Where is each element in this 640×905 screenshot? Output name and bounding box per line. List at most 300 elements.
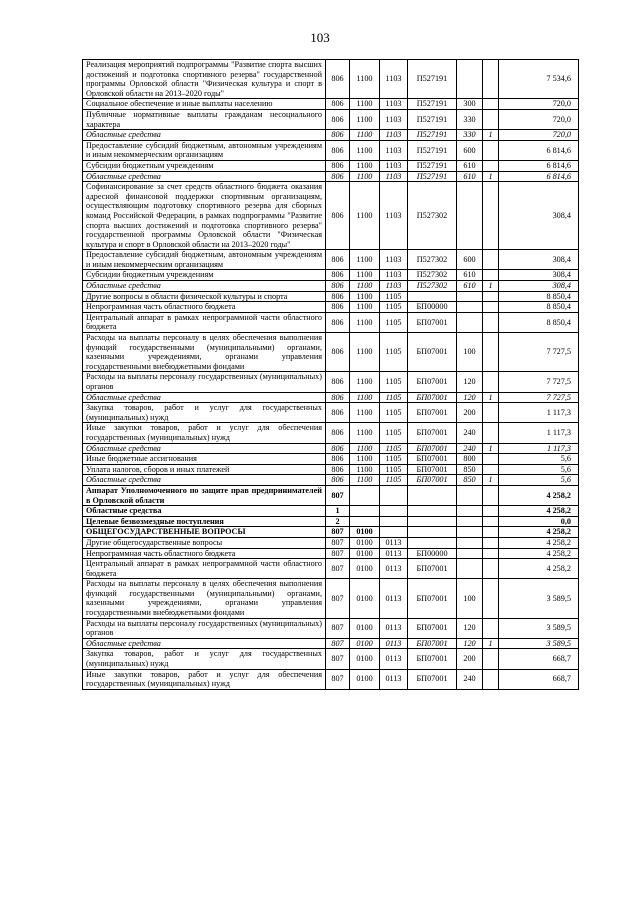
row-grbs-cell: 2 bbox=[326, 516, 350, 527]
row-name-cell: Закупка товаров, работ и услуг для государственных (муниципальных) нужд bbox=[83, 649, 326, 669]
table-row bbox=[83, 281, 579, 292]
row-subsection-cell: 0113 bbox=[380, 548, 408, 559]
row-grbs-cell: 806 bbox=[326, 60, 350, 99]
row-amount-cell: 6 814,6 bbox=[499, 140, 579, 160]
row-grbs-cell: 806 bbox=[326, 270, 350, 281]
row-source-cell bbox=[483, 506, 499, 517]
row-amount-cell: 1 117,3 bbox=[499, 423, 579, 443]
row-amount-cell: 668,7 bbox=[499, 649, 579, 669]
row-section-cell: 1100 bbox=[350, 423, 380, 443]
row-section-cell: 1100 bbox=[350, 109, 380, 129]
row-source-cell bbox=[483, 60, 499, 99]
row-section-cell: 1100 bbox=[350, 302, 380, 313]
row-expense-type-cell: 240 bbox=[457, 669, 483, 689]
row-name-cell: ОБЩЕГОСУДАРСТВЕННЫЕ ВОПРОСЫ bbox=[83, 527, 326, 538]
row-source-cell bbox=[483, 312, 499, 332]
row-expense-type-cell bbox=[457, 537, 483, 548]
table-row bbox=[83, 302, 579, 313]
row-name-cell: Другие общегосударственные вопросы bbox=[83, 537, 326, 548]
table-row bbox=[83, 291, 579, 302]
row-amount-cell: 5,6 bbox=[499, 464, 579, 475]
row-subsection-cell: 1105 bbox=[380, 312, 408, 332]
row-name-cell: Иные закупки товаров, работ и услуг для обеспечения государственных (муниципальных) нужд bbox=[83, 669, 326, 689]
row-expense-type-cell bbox=[457, 182, 483, 250]
row-grbs-cell: 806 bbox=[326, 403, 350, 423]
row-section-cell: 1100 bbox=[350, 130, 380, 141]
row-expense-type-cell bbox=[457, 60, 483, 99]
row-name-cell: Областные средства bbox=[83, 130, 326, 141]
row-expense-type-cell: 850 bbox=[457, 464, 483, 475]
row-name-cell: Предоставление субсидий бюджетным, автономным учреждениям и иным некоммерческим организациям bbox=[83, 250, 326, 270]
row-expense-type-cell: 100 bbox=[457, 333, 483, 372]
row-amount-cell: 7 534,6 bbox=[499, 60, 579, 99]
row-target-article-cell: БП07001 bbox=[408, 559, 457, 579]
row-grbs-cell: 807 bbox=[326, 559, 350, 579]
row-target-article-cell: БП07001 bbox=[408, 579, 457, 618]
row-amount-cell: 4 258,2 bbox=[499, 559, 579, 579]
row-section-cell: 0100 bbox=[350, 618, 380, 638]
row-source-cell: 1 bbox=[483, 443, 499, 454]
row-grbs-cell: 806 bbox=[326, 454, 350, 465]
row-name-cell: Социальное обеспечение и иные выплаты населению bbox=[83, 99, 326, 110]
row-section-cell: 1100 bbox=[350, 475, 380, 486]
row-name-cell: Субсидии бюджетным учреждениям bbox=[83, 160, 326, 171]
table-row bbox=[83, 99, 579, 110]
row-target-article-cell: БП07001 bbox=[408, 443, 457, 454]
row-subsection-cell: 1103 bbox=[380, 182, 408, 250]
row-name-cell: Непрограммная часть областного бюджета bbox=[83, 548, 326, 559]
row-target-article-cell: БП07001 bbox=[408, 618, 457, 638]
row-expense-type-cell: 330 bbox=[457, 109, 483, 129]
row-section-cell: 1100 bbox=[350, 372, 380, 392]
row-subsection-cell bbox=[380, 527, 408, 538]
row-expense-type-cell bbox=[457, 312, 483, 332]
row-subsection-cell: 1105 bbox=[380, 423, 408, 443]
row-name-cell: Публичные нормативные выплаты гражданам несоциального характера bbox=[83, 109, 326, 129]
row-expense-type-cell: 610 bbox=[457, 281, 483, 292]
row-expense-type-cell: 610 bbox=[457, 171, 483, 182]
row-target-article-cell: П527302 bbox=[408, 270, 457, 281]
row-grbs-cell: 807 bbox=[326, 537, 350, 548]
table-row bbox=[83, 464, 579, 475]
row-subsection-cell: 1103 bbox=[380, 140, 408, 160]
row-section-cell: 1100 bbox=[350, 443, 380, 454]
row-source-cell: 1 bbox=[483, 638, 499, 649]
row-grbs-cell: 806 bbox=[326, 392, 350, 403]
row-source-cell: 1 bbox=[483, 475, 499, 486]
row-section-cell: 0100 bbox=[350, 527, 380, 538]
row-expense-type-cell: 120 bbox=[457, 638, 483, 649]
row-amount-cell: 1 117,3 bbox=[499, 443, 579, 454]
row-grbs-cell: 806 bbox=[326, 250, 350, 270]
row-section-cell: 0100 bbox=[350, 669, 380, 689]
row-target-article-cell: БП07001 bbox=[408, 403, 457, 423]
row-subsection-cell: 1103 bbox=[380, 160, 408, 171]
row-name-cell: Областные средства bbox=[83, 506, 326, 517]
row-section-cell: 1100 bbox=[350, 454, 380, 465]
row-name-cell: Иные бюджетные ассигнования bbox=[83, 454, 326, 465]
table-row bbox=[83, 250, 579, 270]
row-name-cell: Иные закупки товаров, работ и услуг для обеспечения государственных (муниципальных) нужд bbox=[83, 423, 326, 443]
row-subsection-cell: 1105 bbox=[380, 443, 408, 454]
row-target-article-cell: П527302 bbox=[408, 250, 457, 270]
row-grbs-cell: 806 bbox=[326, 423, 350, 443]
row-expense-type-cell: 330 bbox=[457, 130, 483, 141]
row-grbs-cell: 806 bbox=[326, 130, 350, 141]
row-subsection-cell: 1105 bbox=[380, 475, 408, 486]
row-expense-type-cell: 120 bbox=[457, 618, 483, 638]
table-row bbox=[83, 423, 579, 443]
row-amount-cell: 6 814,6 bbox=[499, 171, 579, 182]
row-amount-cell: 4 258,2 bbox=[499, 537, 579, 548]
row-source-cell: 1 bbox=[483, 130, 499, 141]
row-grbs-cell: 1 bbox=[326, 506, 350, 517]
row-amount-cell: 8 850,4 bbox=[499, 291, 579, 302]
table-row bbox=[83, 475, 579, 486]
row-expense-type-cell bbox=[457, 291, 483, 302]
row-source-cell bbox=[483, 372, 499, 392]
row-target-article-cell: БП07001 bbox=[408, 649, 457, 669]
row-target-article-cell: П527191 bbox=[408, 60, 457, 99]
row-name-cell: Непрограммная часть областного бюджета bbox=[83, 302, 326, 313]
row-target-article-cell: П527191 bbox=[408, 99, 457, 110]
row-subsection-cell bbox=[380, 516, 408, 527]
row-name-cell: Аппарат Уполномоченного по защите прав предпринимателей в Орловской области bbox=[83, 485, 326, 505]
row-grbs-cell: 806 bbox=[326, 333, 350, 372]
row-grbs-cell: 807 bbox=[326, 579, 350, 618]
row-grbs-cell: 807 bbox=[326, 527, 350, 538]
table-row bbox=[83, 171, 579, 182]
row-grbs-cell: 807 bbox=[326, 669, 350, 689]
row-subsection-cell: 1105 bbox=[380, 372, 408, 392]
row-source-cell bbox=[483, 160, 499, 171]
row-target-article-cell: П527302 bbox=[408, 182, 457, 250]
row-expense-type-cell: 200 bbox=[457, 403, 483, 423]
row-name-cell: Областные средства bbox=[83, 171, 326, 182]
row-subsection-cell: 1105 bbox=[380, 291, 408, 302]
table-row bbox=[83, 638, 579, 649]
row-name-cell: Областные средства bbox=[83, 475, 326, 486]
table-row bbox=[83, 506, 579, 517]
row-section-cell: 1100 bbox=[350, 403, 380, 423]
row-expense-type-cell bbox=[457, 302, 483, 313]
row-section-cell: 1100 bbox=[350, 99, 380, 110]
row-target-article-cell: БП07001 bbox=[408, 464, 457, 475]
table-row bbox=[83, 392, 579, 403]
row-expense-type-cell: 200 bbox=[457, 649, 483, 669]
row-target-article-cell: П527302 bbox=[408, 281, 457, 292]
row-target-article-cell: БП07001 bbox=[408, 475, 457, 486]
row-subsection-cell: 1103 bbox=[380, 281, 408, 292]
row-expense-type-cell bbox=[457, 485, 483, 505]
row-source-cell bbox=[483, 516, 499, 527]
row-subsection-cell: 0113 bbox=[380, 579, 408, 618]
row-subsection-cell bbox=[380, 485, 408, 505]
row-amount-cell: 308,4 bbox=[499, 182, 579, 250]
table-row bbox=[83, 559, 579, 579]
row-source-cell bbox=[483, 485, 499, 505]
row-section-cell: 1100 bbox=[350, 250, 380, 270]
table-row bbox=[83, 109, 579, 129]
table-row bbox=[83, 443, 579, 454]
row-subsection-cell: 0113 bbox=[380, 649, 408, 669]
row-source-cell bbox=[483, 270, 499, 281]
row-name-cell: Расходы на выплаты персоналу в целях обеспечения выполнения функций государственными (муниципальными) органами, казенными учреждениями, органами управления государственными внебюджетными фондами bbox=[83, 579, 326, 618]
row-expense-type-cell: 600 bbox=[457, 250, 483, 270]
row-expense-type-cell: 120 bbox=[457, 372, 483, 392]
row-subsection-cell: 0113 bbox=[380, 618, 408, 638]
row-expense-type-cell: 300 bbox=[457, 99, 483, 110]
table-row bbox=[83, 618, 579, 638]
table-row bbox=[83, 160, 579, 171]
row-section-cell: 0100 bbox=[350, 559, 380, 579]
row-expense-type-cell: 100 bbox=[457, 579, 483, 618]
row-subsection-cell: 1103 bbox=[380, 130, 408, 141]
row-amount-cell: 3 589,5 bbox=[499, 618, 579, 638]
row-section-cell: 1100 bbox=[350, 312, 380, 332]
table-row bbox=[83, 312, 579, 332]
row-expense-type-cell: 120 bbox=[457, 392, 483, 403]
row-subsection-cell: 1105 bbox=[380, 392, 408, 403]
row-amount-cell: 668,7 bbox=[499, 669, 579, 689]
row-source-cell bbox=[483, 464, 499, 475]
row-amount-cell: 5,6 bbox=[499, 475, 579, 486]
row-source-cell: 1 bbox=[483, 281, 499, 292]
row-target-article-cell bbox=[408, 537, 457, 548]
row-expense-type-cell: 610 bbox=[457, 270, 483, 281]
row-amount-cell: 7 727,5 bbox=[499, 333, 579, 372]
row-subsection-cell: 0113 bbox=[380, 537, 408, 548]
row-target-article-cell: БП07001 bbox=[408, 312, 457, 332]
row-grbs-cell: 807 bbox=[326, 485, 350, 505]
row-amount-cell: 308,4 bbox=[499, 250, 579, 270]
row-source-cell bbox=[483, 291, 499, 302]
row-section-cell bbox=[350, 485, 380, 505]
row-amount-cell: 1 117,3 bbox=[499, 403, 579, 423]
row-grbs-cell: 806 bbox=[326, 160, 350, 171]
row-grbs-cell: 806 bbox=[326, 464, 350, 475]
row-amount-cell: 6 814,6 bbox=[499, 160, 579, 171]
row-amount-cell: 308,4 bbox=[499, 270, 579, 281]
row-amount-cell: 3 589,5 bbox=[499, 579, 579, 618]
row-section-cell: 1100 bbox=[350, 160, 380, 171]
row-amount-cell: 8 850,4 bbox=[499, 312, 579, 332]
row-source-cell bbox=[483, 302, 499, 313]
row-name-cell: Центральный аппарат в рамках непрограммной части областного бюджета bbox=[83, 559, 326, 579]
row-expense-type-cell: 240 bbox=[457, 443, 483, 454]
row-section-cell: 1100 bbox=[350, 281, 380, 292]
row-source-cell bbox=[483, 559, 499, 579]
table-row bbox=[83, 403, 579, 423]
row-target-article-cell: БП07001 bbox=[408, 454, 457, 465]
row-name-cell: Закупка товаров, работ и услуг для государственных (муниципальных) нужд bbox=[83, 403, 326, 423]
row-expense-type-cell: 800 bbox=[457, 454, 483, 465]
row-subsection-cell: 1103 bbox=[380, 99, 408, 110]
row-grbs-cell: 807 bbox=[326, 649, 350, 669]
row-subsection-cell: 1105 bbox=[380, 302, 408, 313]
row-amount-cell: 3 589,5 bbox=[499, 638, 579, 649]
row-amount-cell: 720,0 bbox=[499, 99, 579, 110]
row-source-cell bbox=[483, 423, 499, 443]
row-expense-type-cell: 610 bbox=[457, 160, 483, 171]
row-section-cell: 1100 bbox=[350, 464, 380, 475]
row-target-article-cell: П527191 bbox=[408, 109, 457, 129]
row-source-cell bbox=[483, 527, 499, 538]
row-target-article-cell: П527191 bbox=[408, 171, 457, 182]
row-target-article-cell bbox=[408, 485, 457, 505]
row-source-cell bbox=[483, 579, 499, 618]
row-subsection-cell: 1103 bbox=[380, 60, 408, 99]
row-source-cell bbox=[483, 403, 499, 423]
row-target-article-cell: БП00000 bbox=[408, 548, 457, 559]
row-section-cell bbox=[350, 516, 380, 527]
row-amount-cell: 4 258,2 bbox=[499, 527, 579, 538]
row-subsection-cell: 1103 bbox=[380, 250, 408, 270]
row-section-cell: 1100 bbox=[350, 182, 380, 250]
row-expense-type-cell bbox=[457, 548, 483, 559]
row-grbs-cell: 806 bbox=[326, 372, 350, 392]
row-grbs-cell: 806 bbox=[326, 140, 350, 160]
row-target-article-cell: БП07001 bbox=[408, 333, 457, 372]
row-section-cell: 1100 bbox=[350, 60, 380, 99]
table-row bbox=[83, 140, 579, 160]
row-name-cell: Расходы на выплаты персоналу государственных (муниципальных) органов bbox=[83, 372, 326, 392]
row-grbs-cell: 806 bbox=[326, 312, 350, 332]
row-subsection-cell: 1105 bbox=[380, 454, 408, 465]
row-subsection-cell: 1103 bbox=[380, 270, 408, 281]
row-target-article-cell: БП07001 bbox=[408, 372, 457, 392]
row-amount-cell: 7 727,5 bbox=[499, 372, 579, 392]
row-amount-cell: 0,0 bbox=[499, 516, 579, 527]
row-name-cell: Уплата налогов, сборов и иных платежей bbox=[83, 464, 326, 475]
row-source-cell: 1 bbox=[483, 171, 499, 182]
row-subsection-cell: 0113 bbox=[380, 638, 408, 649]
row-grbs-cell: 806 bbox=[326, 182, 350, 250]
row-source-cell bbox=[483, 182, 499, 250]
row-amount-cell: 720,0 bbox=[499, 130, 579, 141]
row-expense-type-cell: 600 bbox=[457, 140, 483, 160]
row-expense-type-cell bbox=[457, 559, 483, 579]
table-row bbox=[83, 548, 579, 559]
row-section-cell: 1100 bbox=[350, 291, 380, 302]
row-expense-type-cell: 240 bbox=[457, 423, 483, 443]
row-target-article-cell bbox=[408, 506, 457, 517]
row-amount-cell: 8 850,4 bbox=[499, 302, 579, 313]
row-grbs-cell: 806 bbox=[326, 291, 350, 302]
table-row bbox=[83, 182, 579, 250]
row-grbs-cell: 806 bbox=[326, 99, 350, 110]
row-grbs-cell: 806 bbox=[326, 302, 350, 313]
row-target-article-cell: БП07001 bbox=[408, 638, 457, 649]
row-target-article-cell: П527191 bbox=[408, 130, 457, 141]
row-name-cell: Областные средства bbox=[83, 392, 326, 403]
row-name-cell: Расходы на выплаты персоналу в целях обеспечения выполнения функций государственными (муниципальными) органами, казенными учреждениями, органами управления государственными внебюджетными фондами bbox=[83, 333, 326, 372]
row-subsection-cell: 0113 bbox=[380, 559, 408, 579]
table-row bbox=[83, 485, 579, 505]
row-target-article-cell: БП00000 bbox=[408, 302, 457, 313]
row-name-cell: Областные средства bbox=[83, 281, 326, 292]
row-source-cell bbox=[483, 454, 499, 465]
row-target-article-cell: П527191 bbox=[408, 140, 457, 160]
page-number: 103 bbox=[310, 30, 330, 45]
row-grbs-cell: 806 bbox=[326, 109, 350, 129]
row-amount-cell: 5,6 bbox=[499, 454, 579, 465]
row-subsection-cell: 0113 bbox=[380, 669, 408, 689]
table-row bbox=[83, 527, 579, 538]
table-row bbox=[83, 579, 579, 618]
row-subsection-cell bbox=[380, 506, 408, 517]
row-section-cell: 0100 bbox=[350, 579, 380, 618]
row-source-cell: 1 bbox=[483, 392, 499, 403]
row-source-cell bbox=[483, 140, 499, 160]
row-amount-cell: 7 727,5 bbox=[499, 392, 579, 403]
row-name-cell: Целевые безвозмездные поступления bbox=[83, 516, 326, 527]
row-target-article-cell bbox=[408, 527, 457, 538]
row-section-cell: 1100 bbox=[350, 270, 380, 281]
table-row bbox=[83, 333, 579, 372]
row-section-cell: 0100 bbox=[350, 537, 380, 548]
row-source-cell bbox=[483, 649, 499, 669]
row-section-cell: 1100 bbox=[350, 392, 380, 403]
row-source-cell bbox=[483, 250, 499, 270]
row-amount-cell: 4 258,2 bbox=[499, 485, 579, 505]
row-name-cell: Предоставление субсидий бюджетным, автономным учреждениям и иным некоммерческим организациям bbox=[83, 140, 326, 160]
row-grbs-cell: 806 bbox=[326, 281, 350, 292]
row-name-cell: Областные средства bbox=[83, 638, 326, 649]
row-source-cell bbox=[483, 618, 499, 638]
row-name-cell: Реализация мероприятий подпрограммы "Развитие спорта высших достижений и подготовка спортивного резерва" государственной программы Орловской области "Физическая культура и спорт в Орловской области на 2013–2020 годы" bbox=[83, 60, 326, 99]
row-name-cell: Субсидии бюджетным учреждениям bbox=[83, 270, 326, 281]
table-row bbox=[83, 372, 579, 392]
row-grbs-cell: 807 bbox=[326, 638, 350, 649]
row-target-article-cell: БП07001 bbox=[408, 392, 457, 403]
row-section-cell: 1100 bbox=[350, 333, 380, 372]
row-subsection-cell: 1105 bbox=[380, 333, 408, 372]
row-grbs-cell: 807 bbox=[326, 548, 350, 559]
table-row bbox=[83, 454, 579, 465]
table-row bbox=[83, 130, 579, 141]
table-row bbox=[83, 649, 579, 669]
row-target-article-cell: П527191 bbox=[408, 160, 457, 171]
row-target-article-cell: БП07001 bbox=[408, 423, 457, 443]
row-grbs-cell: 806 bbox=[326, 475, 350, 486]
row-grbs-cell: 806 bbox=[326, 171, 350, 182]
row-name-cell: Областные средства bbox=[83, 443, 326, 454]
row-target-article-cell bbox=[408, 516, 457, 527]
row-source-cell bbox=[483, 537, 499, 548]
row-source-cell bbox=[483, 109, 499, 129]
row-section-cell: 0100 bbox=[350, 649, 380, 669]
row-source-cell bbox=[483, 548, 499, 559]
budget-table bbox=[82, 59, 579, 690]
row-section-cell: 0100 bbox=[350, 638, 380, 649]
row-amount-cell: 308,4 bbox=[499, 281, 579, 292]
table-row bbox=[83, 516, 579, 527]
row-section-cell: 0100 bbox=[350, 548, 380, 559]
table-row bbox=[83, 537, 579, 548]
row-source-cell bbox=[483, 669, 499, 689]
table-row bbox=[83, 60, 579, 99]
row-subsection-cell: 1105 bbox=[380, 464, 408, 475]
row-grbs-cell: 807 bbox=[326, 618, 350, 638]
row-source-cell bbox=[483, 333, 499, 372]
row-name-cell: Расходы на выплаты персоналу государственных (муниципальных) органов bbox=[83, 618, 326, 638]
row-amount-cell: 4 258,2 bbox=[499, 506, 579, 517]
table-row bbox=[83, 270, 579, 281]
row-expense-type-cell: 850 bbox=[457, 475, 483, 486]
row-section-cell: 1100 bbox=[350, 140, 380, 160]
row-source-cell bbox=[483, 99, 499, 110]
